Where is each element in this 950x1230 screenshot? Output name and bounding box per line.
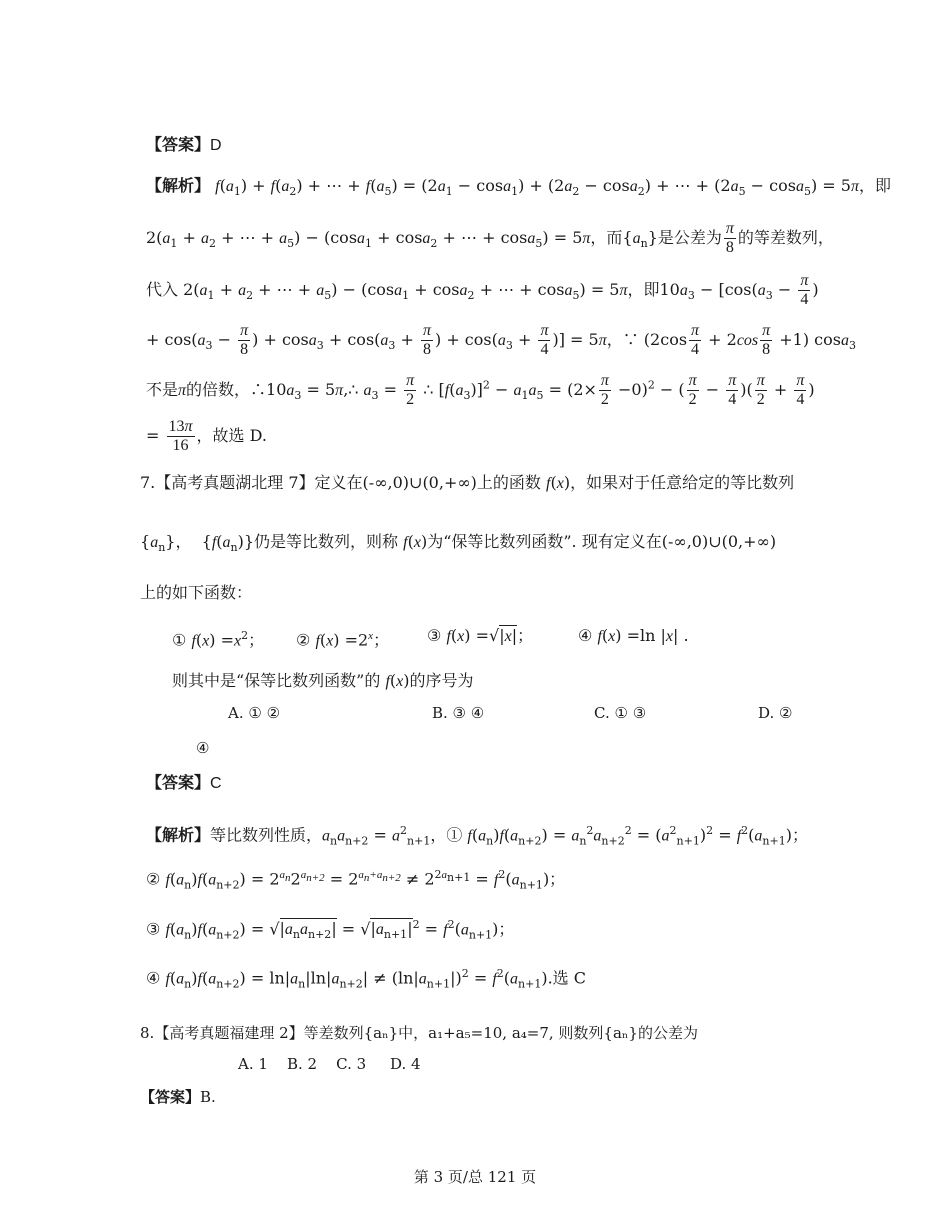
q7-stem-line-3: 上的如下函数： <box>140 583 253 602</box>
q7-function-1: ① $f(x) =x^2$； <box>172 629 265 650</box>
answer-label: 【答案】 <box>140 1088 201 1106</box>
prev-analysis-line-1: 【解析】 $f(a_1) + f(a_2)$ + ⋯ + $f(a_5) = (2a_1 - \cos a_1) + (2a_2 - \cos a_2)$ + ⋯ + $(2a_5 - \cos a_5) = 5\pi$，即 <box>146 176 891 199</box>
q8-answer-line <box>140 1086 216 1108</box>
q8-options: A. 1 B. 2 C. 3 D. 4 <box>238 1055 421 1073</box>
page-footer: 第 3 页/总 121 页 <box>413 1168 537 1186</box>
q8-answer-value: B. <box>200 1088 216 1106</box>
q7-stem-line-1: 7.【高考真题湖北理 7】定义在(-∞,0)∪(0,+∞)上的函数 f(x)，如果对于任意给定的等比数列 <box>140 473 795 492</box>
analysis-label: 【解析】 <box>146 176 211 195</box>
q8-source: 【高考真题福建理 2】 <box>154 1024 304 1042</box>
q7-answer-line <box>146 772 222 795</box>
q7-analysis-line-1: 【解析】等比数列性质，$a_na_{n+2} = a^2_{n+1}$，① $f(a_n)f(a_{n+2}) = a_n^2a_{n+2}^2 = (a^2_{n+1})^2 = f^2(a_{n+1})$； <box>146 824 808 848</box>
q8-stem-text: 等差数列{aₙ}中，a₁+a₅=10, a₄=7, 则数列{aₙ}的公差为 <box>303 1024 698 1042</box>
q8-stem <box>140 1022 698 1044</box>
prev-analysis-line-5: 不是π的倍数，$\therefore 10a_3$ = 5π,∴ $a_3$ = $\frac{\pi}{2}$ ∴ $[f(a_3)]^2 - a_1a_5 = (2\times$ $\frac{\pi}{2}$ −0)$^2$ − ( $\frac{\pi}{2}$ − $\frac{\pi}{4}$ )( $\frac{\pi}{2}$ + $\frac{\pi}{4}$ ) <box>146 372 815 408</box>
analysis-label: 【解析】 <box>146 825 211 845</box>
q7-option-c: C. ① ③ <box>594 704 647 722</box>
q7-analysis-line-2: ② $f(a_n)f(a_{n+2}) = 2^{a_n}2^{a_{n+2}} = 2^{a_n+a_{n+2}} \ne 2^{2a_{n+1}} = f^2(a_{n+1})$； <box>146 868 566 892</box>
answer-label: 【答案】 <box>146 773 211 792</box>
prev-analysis-line-4: + $\cos(a_3$ − $\frac{\pi}{8}$ ) + $\cos a_3 + \cos(a_3$ + $\frac{\pi}{8}$ ) + $\cos(a_3$ + $\frac{\pi}{4}$ )] = 5π，∵ (2cos $\frac{\pi}{4}$ + 2cos $\frac{\pi}{8}$ +1) cosa$_3$ <box>146 322 856 358</box>
q7-source: 【高考真题湖北理 7】 <box>155 473 315 492</box>
q7-option-d-cont: ④ <box>196 739 210 757</box>
q8-number: 8. <box>140 1024 155 1042</box>
q7-analysis-line-4: ④ $f(a_n)f(a_{n+2}) = \ln|a_n|\ln|a_{n+2}| \ne (\ln|a_{n+1}|)^2 = f^2(a_{n+1})$.选 C <box>146 967 586 991</box>
q7-stem-line-2: $\{a_n\}$， $\{f(a_n)\}$仍是等比数列，则称 f(x)为“保等比数列函数”. 现有定义在(-∞,0)∪(0,+∞) <box>140 532 777 555</box>
q7-option-a: A. ① ② <box>228 704 281 722</box>
q7-number: 7. <box>140 473 156 492</box>
q7-answer-value: C <box>210 775 222 792</box>
q7-function-4: ④ f(x) =ln |x| . <box>578 626 689 645</box>
prev-analysis-line-2: $2(a_1 + a_2$ + ⋯ + $a_5) - (\cos a_1 + \cos a_2$ + ⋯ + cosa$_5$) = 5π，而$\{a_n\}$是公差为 $\frac{\pi}{8}$ 的等差数列， <box>146 220 834 256</box>
prev-analysis-line-6: = $\frac{13\pi}{16}$ ，故选 D. <box>146 418 267 454</box>
prev-answer-value: D <box>210 137 222 154</box>
q7-function-3: ③ f(x) =√|x|； <box>427 626 534 645</box>
q7-option-d: D. ② <box>758 704 793 722</box>
q7-function-2: ② $f(x) =2^x$； <box>296 630 390 650</box>
q7-question: 则其中是“保等比数列函数”的 f(x)的序号为 <box>172 671 474 690</box>
q7-analysis-line-3: ③ $f(a_n)f(a_{n+2}) = √|a_na_{n+2}| = √|a_{n+1}|^2 = f^2(a_{n+1})$； <box>146 918 515 942</box>
prev-analysis-line-3: 代入 $2(a_1 + a_2$ + ⋯ + $a_5) - (\cos a_1 + \cos a_2$ + ⋯ + cosa$_5$) = 5π，即$10a_3 - [\cos(a_3$ − $\frac{\pi}{4}$ ) <box>146 272 819 308</box>
q7-option-b: B. ③ ④ <box>432 704 485 722</box>
answer-label: 【答案】 <box>146 135 211 154</box>
prev-answer-line <box>146 134 222 157</box>
